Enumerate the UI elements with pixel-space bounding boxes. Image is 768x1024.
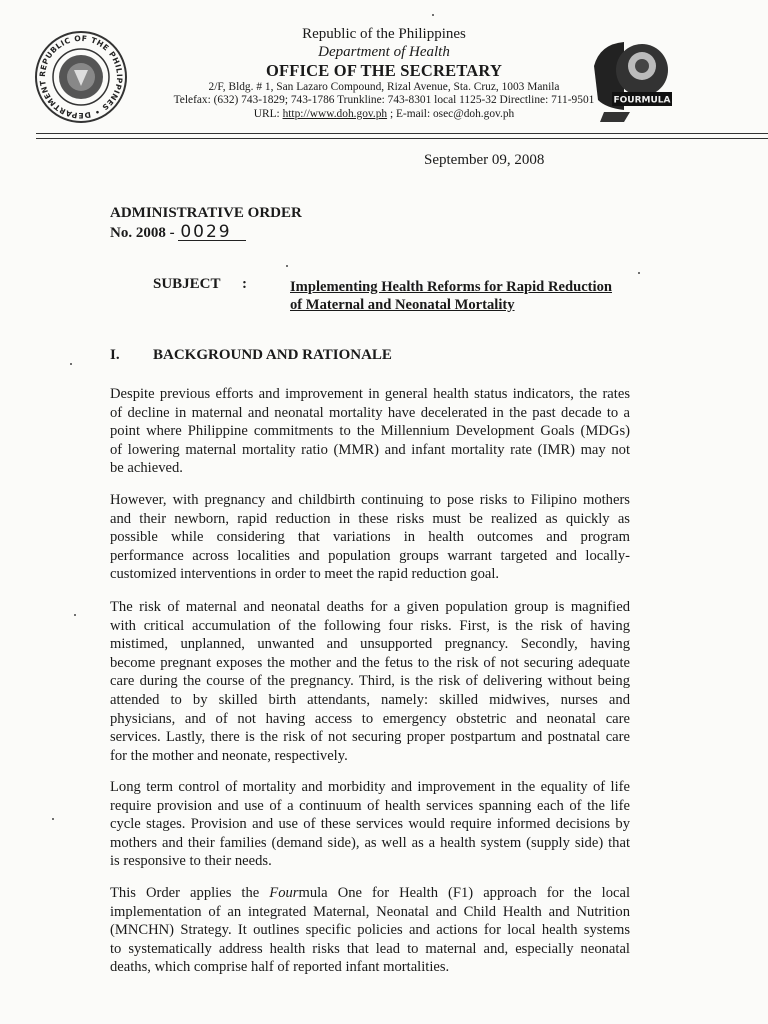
paragraph-line: become pregnant exposes the mother and the fetus to the risk of not securing adequate: [110, 654, 630, 671]
contact-line: [140, 108, 628, 121]
paragraph-3: [110, 598, 630, 765]
republic-line: Republic of the Philippines: [302, 26, 466, 42]
paragraph-1: [110, 385, 630, 478]
paragraph-line: mothers and their families (demand side), as well as a health system (supply side) that: [110, 834, 630, 851]
phone-line: Telefax: (632) 743-1829; 743-1786 Trunkline: 743-8301 local 1125-32 Directline: 711-9501: [173, 94, 595, 107]
website-link[interactable]: http://www.doh.gov.ph: [282, 107, 388, 120]
paragraph-line: implementation of an integrated Maternal, Neonatal and Child Health and Nutrition: [110, 903, 630, 920]
paragraph-line: with critical accumulation of the following four risks. First, is the risk of having: [110, 617, 630, 634]
paragraph-line: care during the course of the pregnancy. Third, is the risk of delivering without being: [110, 673, 630, 690]
document-date: September 09, 2008: [424, 152, 545, 168]
letterhead: [140, 26, 628, 121]
paragraph-line: cycle stages. Provision and use of these services would require informed decisions by: [110, 816, 630, 833]
paragraph-line: of lowering maternal mortality ratio (MMR) and infant mortality rate (IMR) may not: [110, 441, 630, 458]
paragraph-line: is responsive to their needs.: [110, 853, 272, 870]
paragraph-line: of decline in maternal and neonatal mortality have decelerated in the past decade to a: [110, 404, 630, 421]
scan-speck: [638, 272, 640, 274]
paragraph-4: [110, 778, 630, 871]
paragraph-line: services. Lastly, there is the risk of not securing proper postpartum and postnatal care: [110, 729, 630, 746]
paragraph-5: [110, 884, 630, 977]
header-rule-bottom: [36, 138, 768, 139]
paragraph-2: [110, 491, 630, 584]
paragraph-line: and their newborn, rapid reduction in these risks must be realized as quickly as: [110, 510, 630, 527]
header-rule-top: [36, 133, 768, 134]
paragraph-line: deaths, which comprise half of reported infant mortalities.: [110, 959, 450, 976]
paragraph-line: However, with pregnancy and childbirth continuing to pose risks to Filipino mothers: [110, 492, 630, 508]
paragraph-line: performance across localities and population groups warrant targeted and locally-: [110, 547, 630, 564]
subject-colon: :: [242, 276, 247, 292]
subject-line-1: Implementing Health Reforms for Rapid Reduction: [290, 279, 612, 295]
scan-speck: [432, 14, 434, 16]
paragraph-line: possible while considering that variations in health outcomes and program: [110, 529, 630, 546]
department-line: Department of Health: [318, 43, 450, 60]
paragraph-line: Despite previous efforts and improvement in general health status indicators, the rates: [110, 386, 630, 402]
order-number-handwritten: 0029: [178, 224, 245, 241]
paragraph-line: mistimed, unplanned, unwanted and unsupported pregnancy. Secondly, having: [110, 636, 630, 653]
order-number-prefix: No. 2008 -: [110, 225, 179, 241]
paragraph-line: for the mother and neonate, respectively.: [110, 747, 348, 764]
paragraph-line: require provision and use of a continuum of health services spanning each of the life: [110, 797, 630, 814]
scan-speck: [52, 818, 54, 820]
paragraph-line: point where Philippine commitments to the Millennium Development Goals (MDGs): [110, 423, 630, 440]
paragraph-line: (MNCHN) Strategy. It outlines specific policies and actions for local health systems: [110, 922, 630, 939]
section-number: I.: [110, 347, 120, 363]
url-label: URL:: [253, 107, 283, 120]
doh-seal-logo: [34, 30, 128, 124]
subject-line-2: of Maternal and Neonatal Mortality: [290, 297, 515, 313]
paragraph-line: Long term control of mortality and morbidity and improvement in the equality of life: [110, 779, 630, 795]
scan-speck: [74, 614, 76, 616]
paragraph-line: This Order applies the Fourmula One for Health (F1) approach for the local: [110, 885, 630, 901]
order-number: [110, 224, 246, 242]
address-line: 2/F, Bldg. # 1, San Lazaro Compound, Rizal Avenue, Sta. Cruz, 1003 Manila: [208, 80, 560, 93]
scan-speck: [70, 363, 72, 365]
office-line: OFFICE OF THE SECRETARY: [265, 61, 503, 81]
section-title: BACKGROUND AND RATIONALE: [153, 347, 392, 363]
paragraph-line: attended to by skilled birth attendants, namely: skilled midwives, nurses and: [110, 691, 630, 708]
scan-speck: [286, 265, 288, 267]
paragraph-line: customized interventions in order to meet the rapid reduction goal.: [110, 566, 500, 583]
subject-label: SUBJECT: [153, 276, 221, 292]
order-title: ADMINISTRATIVE ORDER: [110, 205, 302, 221]
paragraph-line: physicians, and of not having access to emergency obstetric and neonatal care: [110, 710, 630, 727]
subject-text: [290, 278, 640, 314]
paragraph-line: The risk of maternal and neonatal deaths for a given population group is magnified: [110, 599, 630, 615]
paragraph-line: to systematically address health risks that lead to maternal and, especially neonatal: [110, 940, 630, 957]
seal-text: REPUBLIC OF THE PHILIPPINES • DEPARTMENT: [37, 33, 125, 121]
email-text: ; E-mail: osec@doh.gov.ph: [387, 107, 515, 120]
paragraph-line: be achieved.: [110, 460, 183, 477]
f1-logo-text: FOURMULA: [613, 95, 671, 106]
